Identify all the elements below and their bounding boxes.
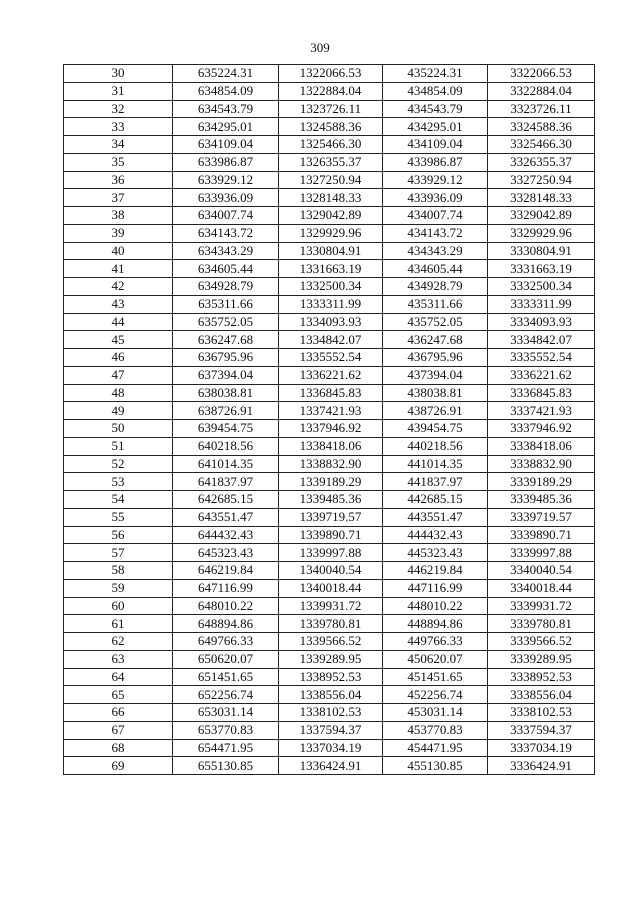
x-coordinate-alt-cell: 436795.96 bbox=[383, 349, 488, 367]
table-row bbox=[64, 579, 595, 597]
table-row bbox=[64, 686, 595, 704]
x-coordinate-alt-cell: 443551.47 bbox=[383, 508, 488, 526]
table-row bbox=[64, 82, 595, 100]
x-coordinate-alt-cell: 434109.04 bbox=[383, 136, 488, 154]
y-coordinate-alt-cell: 3339719.57 bbox=[488, 508, 595, 526]
x-coordinate-alt-cell: 434295.01 bbox=[383, 118, 488, 136]
y-coordinate-alt-cell: 3324588.36 bbox=[488, 118, 595, 136]
x-coordinate-cell: 635224.31 bbox=[173, 65, 279, 83]
y-coordinate-cell: 1336845.83 bbox=[279, 384, 383, 402]
x-coordinate-alt-cell: 434143.72 bbox=[383, 224, 488, 242]
point-number-cell: 36 bbox=[64, 171, 173, 189]
x-coordinate-cell: 634343.29 bbox=[173, 242, 279, 260]
y-coordinate-cell: 1337421.93 bbox=[279, 402, 383, 420]
point-number-cell: 39 bbox=[64, 224, 173, 242]
x-coordinate-cell: 641837.97 bbox=[173, 473, 279, 491]
x-coordinate-cell: 640218.56 bbox=[173, 437, 279, 455]
x-coordinate-cell: 650620.07 bbox=[173, 650, 279, 668]
y-coordinate-alt-cell: 3337421.93 bbox=[488, 402, 595, 420]
point-number-cell: 34 bbox=[64, 136, 173, 154]
x-coordinate-alt-cell: 434605.44 bbox=[383, 260, 488, 278]
x-coordinate-cell: 648010.22 bbox=[173, 597, 279, 615]
y-coordinate-cell: 1322066.53 bbox=[279, 65, 383, 83]
y-coordinate-cell: 1336424.91 bbox=[279, 757, 383, 775]
x-coordinate-cell: 633929.12 bbox=[173, 171, 279, 189]
point-number-cell: 35 bbox=[64, 153, 173, 171]
x-coordinate-cell: 643551.47 bbox=[173, 508, 279, 526]
x-coordinate-cell: 634605.44 bbox=[173, 260, 279, 278]
y-coordinate-alt-cell: 3331663.19 bbox=[488, 260, 595, 278]
x-coordinate-alt-cell: 453031.14 bbox=[383, 704, 488, 722]
x-coordinate-cell: 634854.09 bbox=[173, 82, 279, 100]
x-coordinate-alt-cell: 452256.74 bbox=[383, 686, 488, 704]
y-coordinate-alt-cell: 3337594.37 bbox=[488, 721, 595, 739]
point-number-cell: 62 bbox=[64, 633, 173, 651]
y-coordinate-alt-cell: 3339931.72 bbox=[488, 597, 595, 615]
x-coordinate-cell: 635752.05 bbox=[173, 313, 279, 331]
y-coordinate-alt-cell: 3340040.54 bbox=[488, 562, 595, 580]
y-coordinate-cell: 1330804.91 bbox=[279, 242, 383, 260]
table-row bbox=[64, 402, 595, 420]
x-coordinate-cell: 634295.01 bbox=[173, 118, 279, 136]
x-coordinate-alt-cell: 435224.31 bbox=[383, 65, 488, 83]
x-coordinate-cell: 641014.35 bbox=[173, 455, 279, 473]
table-row bbox=[64, 721, 595, 739]
y-coordinate-cell: 1333311.99 bbox=[279, 295, 383, 313]
y-coordinate-alt-cell: 3332500.34 bbox=[488, 278, 595, 296]
y-coordinate-cell: 1337594.37 bbox=[279, 721, 383, 739]
x-coordinate-alt-cell: 433929.12 bbox=[383, 171, 488, 189]
x-coordinate-cell: 648894.86 bbox=[173, 615, 279, 633]
y-coordinate-cell: 1339719.57 bbox=[279, 508, 383, 526]
point-number-cell: 60 bbox=[64, 597, 173, 615]
y-coordinate-alt-cell: 3336221.62 bbox=[488, 366, 595, 384]
y-coordinate-cell: 1339890.71 bbox=[279, 526, 383, 544]
x-coordinate-cell: 645323.43 bbox=[173, 544, 279, 562]
y-coordinate-cell: 1327250.94 bbox=[279, 171, 383, 189]
x-coordinate-cell: 642685.15 bbox=[173, 491, 279, 509]
x-coordinate-alt-cell: 454471.95 bbox=[383, 739, 488, 757]
x-coordinate-alt-cell: 442685.15 bbox=[383, 491, 488, 509]
table-row bbox=[64, 668, 595, 686]
x-coordinate-cell: 634109.04 bbox=[173, 136, 279, 154]
point-number-cell: 46 bbox=[64, 349, 173, 367]
table-row bbox=[64, 207, 595, 225]
table-row bbox=[64, 757, 595, 775]
y-coordinate-cell: 1340018.44 bbox=[279, 579, 383, 597]
x-coordinate-cell: 655130.85 bbox=[173, 757, 279, 775]
point-number-cell: 42 bbox=[64, 278, 173, 296]
y-coordinate-cell: 1339997.88 bbox=[279, 544, 383, 562]
y-coordinate-cell: 1328148.33 bbox=[279, 189, 383, 207]
coordinate-table bbox=[63, 64, 595, 775]
x-coordinate-alt-cell: 455130.85 bbox=[383, 757, 488, 775]
table-row bbox=[64, 597, 595, 615]
point-number-cell: 54 bbox=[64, 491, 173, 509]
x-coordinate-alt-cell: 441014.35 bbox=[383, 455, 488, 473]
y-coordinate-cell: 1338418.06 bbox=[279, 437, 383, 455]
table-row bbox=[64, 491, 595, 509]
table-row bbox=[64, 615, 595, 633]
x-coordinate-alt-cell: 434007.74 bbox=[383, 207, 488, 225]
y-coordinate-alt-cell: 3338952.53 bbox=[488, 668, 595, 686]
point-number-cell: 59 bbox=[64, 579, 173, 597]
point-number-cell: 68 bbox=[64, 739, 173, 757]
point-number-cell: 58 bbox=[64, 562, 173, 580]
y-coordinate-alt-cell: 3338418.06 bbox=[488, 437, 595, 455]
x-coordinate-alt-cell: 435311.66 bbox=[383, 295, 488, 313]
y-coordinate-cell: 1336221.62 bbox=[279, 366, 383, 384]
y-coordinate-cell: 1338556.04 bbox=[279, 686, 383, 704]
y-coordinate-cell: 1338102.53 bbox=[279, 704, 383, 722]
table-row bbox=[64, 650, 595, 668]
y-coordinate-cell: 1339189.29 bbox=[279, 473, 383, 491]
y-coordinate-alt-cell: 3335552.54 bbox=[488, 349, 595, 367]
x-coordinate-cell: 644432.43 bbox=[173, 526, 279, 544]
table-row bbox=[64, 526, 595, 544]
x-coordinate-cell: 633936.09 bbox=[173, 189, 279, 207]
point-number-cell: 65 bbox=[64, 686, 173, 704]
y-coordinate-cell: 1324588.36 bbox=[279, 118, 383, 136]
x-coordinate-cell: 637394.04 bbox=[173, 366, 279, 384]
y-coordinate-alt-cell: 3339189.29 bbox=[488, 473, 595, 491]
x-coordinate-alt-cell: 448894.86 bbox=[383, 615, 488, 633]
table-row bbox=[64, 420, 595, 438]
y-coordinate-alt-cell: 3336424.91 bbox=[488, 757, 595, 775]
y-coordinate-cell: 1329929.96 bbox=[279, 224, 383, 242]
x-coordinate-cell: 653770.83 bbox=[173, 721, 279, 739]
x-coordinate-cell: 633986.87 bbox=[173, 153, 279, 171]
point-number-cell: 48 bbox=[64, 384, 173, 402]
x-coordinate-alt-cell: 434928.79 bbox=[383, 278, 488, 296]
point-number-cell: 33 bbox=[64, 118, 173, 136]
y-coordinate-alt-cell: 3338556.04 bbox=[488, 686, 595, 704]
point-number-cell: 56 bbox=[64, 526, 173, 544]
x-coordinate-cell: 634928.79 bbox=[173, 278, 279, 296]
x-coordinate-cell: 653031.14 bbox=[173, 704, 279, 722]
x-coordinate-cell: 634007.74 bbox=[173, 207, 279, 225]
y-coordinate-alt-cell: 3337946.92 bbox=[488, 420, 595, 438]
x-coordinate-alt-cell: 440218.56 bbox=[383, 437, 488, 455]
x-coordinate-alt-cell: 451451.65 bbox=[383, 668, 488, 686]
x-coordinate-alt-cell: 448010.22 bbox=[383, 597, 488, 615]
y-coordinate-cell: 1337034.19 bbox=[279, 739, 383, 757]
y-coordinate-alt-cell: 3338102.53 bbox=[488, 704, 595, 722]
table-row bbox=[64, 171, 595, 189]
y-coordinate-alt-cell: 3322066.53 bbox=[488, 65, 595, 83]
y-coordinate-alt-cell: 3336845.83 bbox=[488, 384, 595, 402]
x-coordinate-alt-cell: 446219.84 bbox=[383, 562, 488, 580]
point-number-cell: 32 bbox=[64, 100, 173, 118]
x-coordinate-cell: 636247.68 bbox=[173, 331, 279, 349]
point-number-cell: 31 bbox=[64, 82, 173, 100]
y-coordinate-cell: 1326355.37 bbox=[279, 153, 383, 171]
point-number-cell: 51 bbox=[64, 437, 173, 455]
point-number-cell: 44 bbox=[64, 313, 173, 331]
table-row bbox=[64, 473, 595, 491]
table-row bbox=[64, 739, 595, 757]
point-number-cell: 67 bbox=[64, 721, 173, 739]
x-coordinate-cell: 638038.81 bbox=[173, 384, 279, 402]
table-row bbox=[64, 704, 595, 722]
x-coordinate-alt-cell: 439454.75 bbox=[383, 420, 488, 438]
y-coordinate-alt-cell: 3330804.91 bbox=[488, 242, 595, 260]
y-coordinate-alt-cell: 3329929.96 bbox=[488, 224, 595, 242]
y-coordinate-alt-cell: 3329042.89 bbox=[488, 207, 595, 225]
table-row bbox=[64, 153, 595, 171]
y-coordinate-cell: 1325466.30 bbox=[279, 136, 383, 154]
table-row bbox=[64, 313, 595, 331]
y-coordinate-cell: 1323726.11 bbox=[279, 100, 383, 118]
point-number-cell: 43 bbox=[64, 295, 173, 313]
y-coordinate-alt-cell: 3339997.88 bbox=[488, 544, 595, 562]
table-row bbox=[64, 331, 595, 349]
table-row bbox=[64, 260, 595, 278]
y-coordinate-cell: 1339780.81 bbox=[279, 615, 383, 633]
table-row bbox=[64, 633, 595, 651]
y-coordinate-cell: 1338832.90 bbox=[279, 455, 383, 473]
x-coordinate-alt-cell: 444432.43 bbox=[383, 526, 488, 544]
point-number-cell: 57 bbox=[64, 544, 173, 562]
point-number-cell: 40 bbox=[64, 242, 173, 260]
x-coordinate-alt-cell: 445323.43 bbox=[383, 544, 488, 562]
table-row bbox=[64, 118, 595, 136]
y-coordinate-cell: 1331663.19 bbox=[279, 260, 383, 278]
x-coordinate-alt-cell: 433936.09 bbox=[383, 189, 488, 207]
y-coordinate-cell: 1339485.36 bbox=[279, 491, 383, 509]
x-coordinate-alt-cell: 447116.99 bbox=[383, 579, 488, 597]
x-coordinate-cell: 634543.79 bbox=[173, 100, 279, 118]
y-coordinate-alt-cell: 3334842.07 bbox=[488, 331, 595, 349]
y-coordinate-alt-cell: 3333311.99 bbox=[488, 295, 595, 313]
y-coordinate-cell: 1335552.54 bbox=[279, 349, 383, 367]
y-coordinate-cell: 1337946.92 bbox=[279, 420, 383, 438]
y-coordinate-alt-cell: 3328148.33 bbox=[488, 189, 595, 207]
table-row bbox=[64, 189, 595, 207]
x-coordinate-alt-cell: 441837.97 bbox=[383, 473, 488, 491]
x-coordinate-cell: 652256.74 bbox=[173, 686, 279, 704]
table-row bbox=[64, 455, 595, 473]
y-coordinate-alt-cell: 3334093.93 bbox=[488, 313, 595, 331]
table-row bbox=[64, 100, 595, 118]
y-coordinate-cell: 1322884.04 bbox=[279, 82, 383, 100]
x-coordinate-cell: 634143.72 bbox=[173, 224, 279, 242]
y-coordinate-alt-cell: 3338832.90 bbox=[488, 455, 595, 473]
y-coordinate-cell: 1339289.95 bbox=[279, 650, 383, 668]
y-coordinate-alt-cell: 3339780.81 bbox=[488, 615, 595, 633]
x-coordinate-cell: 647116.99 bbox=[173, 579, 279, 597]
y-coordinate-alt-cell: 3326355.37 bbox=[488, 153, 595, 171]
point-number-cell: 53 bbox=[64, 473, 173, 491]
y-coordinate-alt-cell: 3339566.52 bbox=[488, 633, 595, 651]
table-row bbox=[64, 544, 595, 562]
y-coordinate-alt-cell: 3337034.19 bbox=[488, 739, 595, 757]
y-coordinate-cell: 1332500.34 bbox=[279, 278, 383, 296]
x-coordinate-cell: 638726.91 bbox=[173, 402, 279, 420]
table-row bbox=[64, 65, 595, 83]
point-number-cell: 66 bbox=[64, 704, 173, 722]
table-row bbox=[64, 136, 595, 154]
x-coordinate-alt-cell: 434343.29 bbox=[383, 242, 488, 260]
table-row bbox=[64, 366, 595, 384]
x-coordinate-cell: 649766.33 bbox=[173, 633, 279, 651]
y-coordinate-cell: 1338952.53 bbox=[279, 668, 383, 686]
point-number-cell: 63 bbox=[64, 650, 173, 668]
table-row bbox=[64, 242, 595, 260]
point-number-cell: 64 bbox=[64, 668, 173, 686]
y-coordinate-cell: 1339931.72 bbox=[279, 597, 383, 615]
table-body bbox=[64, 65, 595, 775]
x-coordinate-alt-cell: 435752.05 bbox=[383, 313, 488, 331]
table-row bbox=[64, 508, 595, 526]
table-row bbox=[64, 295, 595, 313]
point-number-cell: 47 bbox=[64, 366, 173, 384]
y-coordinate-alt-cell: 3339890.71 bbox=[488, 526, 595, 544]
y-coordinate-alt-cell: 3340018.44 bbox=[488, 579, 595, 597]
x-coordinate-alt-cell: 450620.07 bbox=[383, 650, 488, 668]
table-row bbox=[64, 349, 595, 367]
x-coordinate-cell: 654471.95 bbox=[173, 739, 279, 757]
point-number-cell: 41 bbox=[64, 260, 173, 278]
y-coordinate-cell: 1329042.89 bbox=[279, 207, 383, 225]
y-coordinate-cell: 1339566.52 bbox=[279, 633, 383, 651]
point-number-cell: 61 bbox=[64, 615, 173, 633]
table-row bbox=[64, 437, 595, 455]
y-coordinate-cell: 1334842.07 bbox=[279, 331, 383, 349]
table-row bbox=[64, 562, 595, 580]
x-coordinate-alt-cell: 437394.04 bbox=[383, 366, 488, 384]
x-coordinate-cell: 646219.84 bbox=[173, 562, 279, 580]
x-coordinate-alt-cell: 434854.09 bbox=[383, 82, 488, 100]
x-coordinate-cell: 636795.96 bbox=[173, 349, 279, 367]
x-coordinate-cell: 635311.66 bbox=[173, 295, 279, 313]
point-number-cell: 30 bbox=[64, 65, 173, 83]
x-coordinate-alt-cell: 433986.87 bbox=[383, 153, 488, 171]
point-number-cell: 45 bbox=[64, 331, 173, 349]
point-number-cell: 52 bbox=[64, 455, 173, 473]
x-coordinate-alt-cell: 438726.91 bbox=[383, 402, 488, 420]
y-coordinate-alt-cell: 3339289.95 bbox=[488, 650, 595, 668]
page-number: 309 bbox=[310, 40, 330, 55]
point-number-cell: 69 bbox=[64, 757, 173, 775]
y-coordinate-alt-cell: 3327250.94 bbox=[488, 171, 595, 189]
y-coordinate-alt-cell: 3323726.11 bbox=[488, 100, 595, 118]
x-coordinate-cell: 651451.65 bbox=[173, 668, 279, 686]
point-number-cell: 50 bbox=[64, 420, 173, 438]
table-row bbox=[64, 384, 595, 402]
y-coordinate-cell: 1334093.93 bbox=[279, 313, 383, 331]
x-coordinate-cell: 639454.75 bbox=[173, 420, 279, 438]
x-coordinate-alt-cell: 436247.68 bbox=[383, 331, 488, 349]
point-number-cell: 49 bbox=[64, 402, 173, 420]
point-number-cell: 38 bbox=[64, 207, 173, 225]
y-coordinate-alt-cell: 3339485.36 bbox=[488, 491, 595, 509]
x-coordinate-alt-cell: 434543.79 bbox=[383, 100, 488, 118]
y-coordinate-alt-cell: 3322884.04 bbox=[488, 82, 595, 100]
x-coordinate-alt-cell: 453770.83 bbox=[383, 721, 488, 739]
y-coordinate-alt-cell: 3325466.30 bbox=[488, 136, 595, 154]
x-coordinate-alt-cell: 438038.81 bbox=[383, 384, 488, 402]
table-row bbox=[64, 278, 595, 296]
y-coordinate-cell: 1340040.54 bbox=[279, 562, 383, 580]
point-number-cell: 37 bbox=[64, 189, 173, 207]
x-coordinate-alt-cell: 449766.33 bbox=[383, 633, 488, 651]
point-number-cell: 55 bbox=[64, 508, 173, 526]
table-row bbox=[64, 224, 595, 242]
